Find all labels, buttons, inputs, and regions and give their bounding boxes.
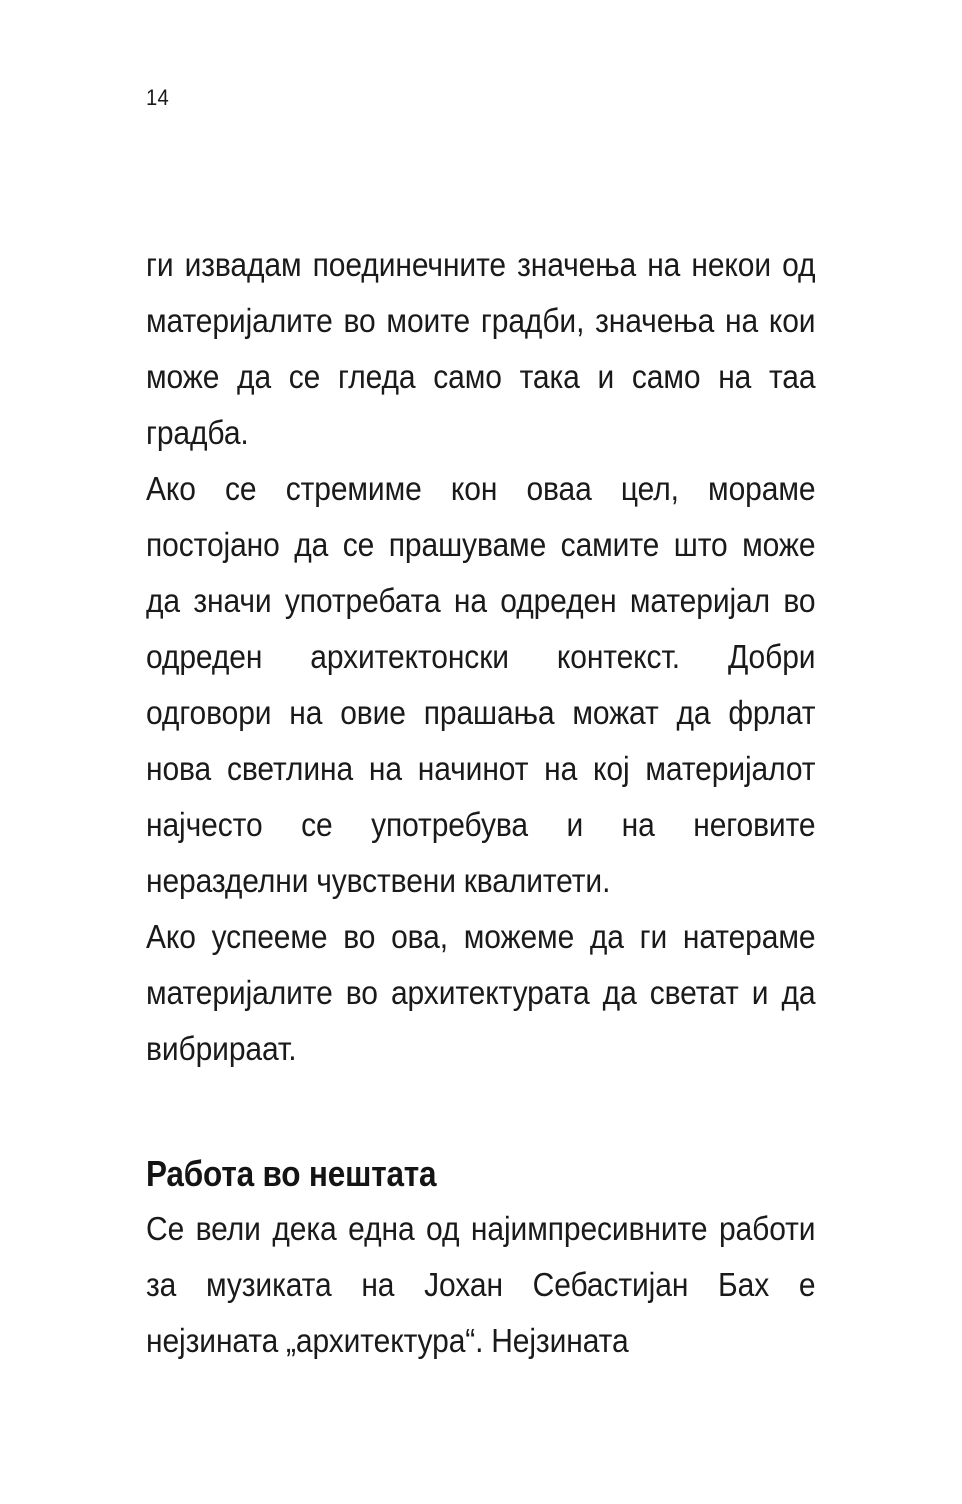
body-paragraph: Ако успееме во ова, можеме да ги натераме материјалите во архитектурата да светат и да вибрираат. [146, 919, 816, 1068]
body-paragraph: Се вели дека една од најимпресивните работи за музиката на Јохан Себастијан Бах е нејзината „архитектура“. Нејзината [146, 1211, 816, 1360]
heading-spacer [146, 1078, 816, 1146]
text-column [146, 238, 816, 1370]
body-paragraph: Ако се стремиме кон оваа цел, мораме постојано да се прашуваме самите што може да значи употребата на одреден материјал во одреден архитектонски контекст. Добри одговори на овие прашања можат да фрлат нова светлина на начинот на кој материјалот најчесто се употребува и на неговите неразделни чувствени квалитети. [146, 471, 816, 900]
body-paragraph: ги извадам поединечните значења на некои од материјалите во моите градби, значења на кои може да се гледа само така и само на таа градба. [146, 247, 816, 452]
section-heading: Работа во нештата [146, 1153, 437, 1194]
page-number: 14 [146, 85, 169, 110]
